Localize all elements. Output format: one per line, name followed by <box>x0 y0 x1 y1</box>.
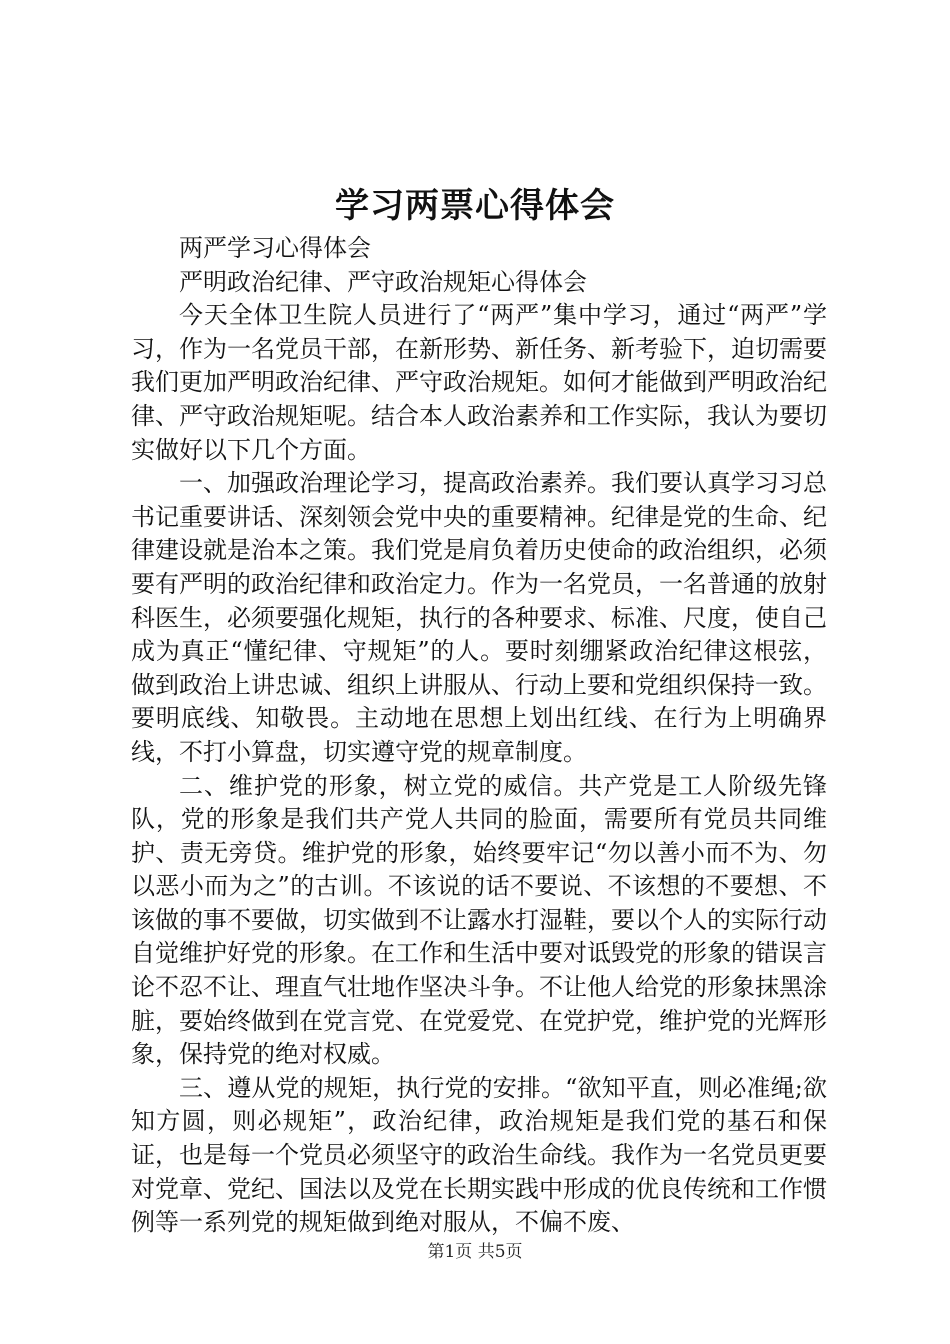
page-total: 共5页 <box>477 1242 523 1262</box>
paragraph-section-2: 二、维护党的形象，树立党的威信。共产党是工人阶级先锋队，党的形象是我们共产党人共同的脸面，需要所有党员共同维护、责无旁贷。维护党的形象，始终要牢记“勿以善小而不为、勿以恶小而为之”的古训。不该说的话不要说、不该想的不要想、不该做的事不要做，切实做到不让露水打湿鞋，要以个人的实际行动自觉维护好党的形象。在工作和生活中要对诋毁党的形象的错误言论不忍不让、理直气壮地作坚决斗争。不让他人给党的形象抹黑涂脏，要始终做到在党言党、在党爱党、在党护党，维护党的光辉形象，保持党的绝对权威。 <box>131 771 827 1069</box>
document-body <box>131 232 827 1240</box>
page-footer <box>0 1240 950 1264</box>
paragraph-subtitle-2: 严明政治纪律、严守政治规矩心得体会 <box>179 267 587 296</box>
paragraph-section-3: 三、遵从党的规矩，执行党的安排。“欲知平直，则必准绳;欲知方圆，则必规矩”，政治纪律，政治规矩是我们党的基石和保证，也是每一个党员必须坚守的政治生命线。我作为一名党员更要对党章、党纪、国法以及党在长期实践中形成的优良传统和工作惯例等一系列党的规矩做到绝对服从，不偏不废、 <box>131 1073 827 1237</box>
document-title: 学习两票心得体会 <box>335 186 615 226</box>
page-number: 第1页 <box>427 1242 473 1262</box>
paragraph-intro: 今天全体卫生院人员进行了“两严”集中学习，通过“两严”学习，作为一名党员干部，在新形势、新任务、新考验下，迫切需要我们更加严明政治纪律、严守政治规矩。如何才能做到严明政治纪律、严守政治规矩呢。结合本人政治素养和工作实际，我认为要切实做好以下几个方面。 <box>131 301 827 464</box>
paragraph-section-1: 一、加强政治理论学习，提高政治素养。我们要认真学习习总书记重要讲话、深刻领会党中央的重要精神。纪律是党的生命、纪律建设就是治本之策。我们党是肩负着历史使命的政治组织，必须要有严明的政治纪律和政治定力。作为一名党员，一名普通的放射科医生，必须要强化规矩，执行的各种要求、标准、尺度，使自己成为真正“懂纪律、守规矩”的人。要时刻绷紧政治纪律这根弦，做到政治上讲忠诚、组织上讲服从、行动上要和党组织保持一致。要明底线、知敬畏。主动地在思想上划出红线、在行为上明确界线，不打小算盘，切实遵守党的规章制度。 <box>131 469 827 766</box>
paragraph-subtitle-1: 两严学习心得体会 <box>179 234 371 262</box>
